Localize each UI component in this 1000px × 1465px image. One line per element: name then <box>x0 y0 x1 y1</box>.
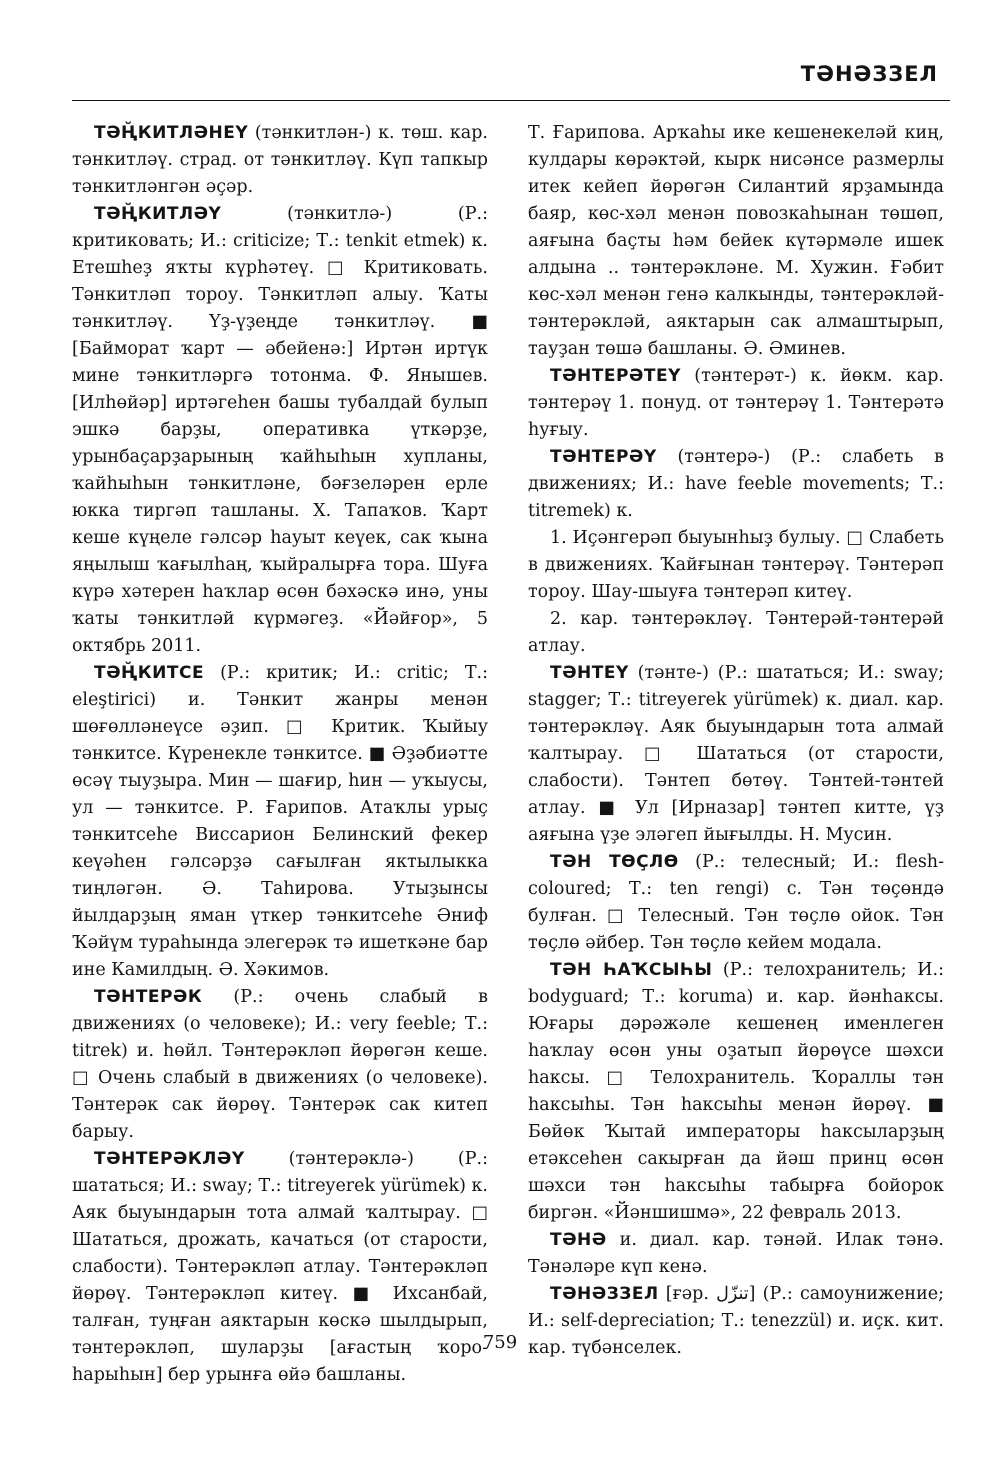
dictionary-entry <box>72 984 488 1146</box>
entry-headword: ТӘНТЕРӘКЛӘҮ <box>94 1149 245 1169</box>
entry-headword: ТӘНТЕРӘҮ <box>550 447 657 467</box>
dictionary-entry <box>528 444 944 525</box>
entry-headword: ТӘҢ̆КИТЛӘҮ <box>94 204 222 224</box>
left-column <box>72 120 488 1389</box>
entry-text: (тәнкитлә-) (Р.: критиковать; И.: criticize; Т.: tenkit etmek) к. Етешһеҙ яҡты күрһәтеү. □ Критиковать. Тәнкитләп тороу. Тәнкитләп алыу. Ҡаты тәнкитләү. Үҙ-үҙеңде тәнкитләү. ■ [Байморат ҡарт — әбейенә:] Иртән иртүк мине тәнкитләргә тотонма. Ф. Янышев. [Илһөйәр] иртәгеһен башы тубалдай булып эшкә барҙы, оперативка үткәрҙе, урынбаҫарҙарының ҡайһыһын хупланы, ҡайһыһын тәнкитләне, бәғзеләрен ерле юкка тиргәп ташланы. Х. Тапаҡов. Ҡарт кеше күңеле гәлсәр һауыт кеүек, сак ҡына яңылыш ҡағылһаң, ҡыйралырға тора. Шуға күрә хәтерен һаҡлар өсөн бәхәскә инә, уны ҡаты тәнкитләй күрмәгеҙ. «Йәйғор», 5 октябрь 2011. <box>72 204 488 656</box>
dictionary-entry <box>528 363 944 444</box>
entry-text: Т. Ғарипова. Арҡаһы ике кешенекеләй киң, кулдары көрәктәй, кырк нисәнсе размерлы итек кейеп йөрөгән Силантий ярҙамында баяр, көс-хәл менән повозкаһынан төшөп, аяғына баҫты һәм бейек күтәрмәле ишек алдына .. тәнтерәкләне. М. Хужин. Ғәбит көс-хәл менән генә калкынды, тәнтерәкләй-тәнтерәкләй, аяктарын сак алмаштырып, тауҙан төшә башланы. Ә. Әминев. <box>528 123 944 359</box>
dictionary-entry <box>72 660 488 984</box>
dictionary-entry <box>72 201 488 660</box>
entry-headword: ТӘНӘЗЗЕЛ <box>550 1284 659 1304</box>
dictionary-entry <box>528 1227 944 1281</box>
dictionary-entry <box>528 957 944 1227</box>
entry-headword: ТӘҢ̆КИТСЕ <box>94 663 205 683</box>
entry-headword: ТӘНӘ <box>550 1230 607 1250</box>
dictionary-entry <box>528 606 944 660</box>
entry-text: (тәнте-) (Р.: шататься; И.: sway; stagger; Т.: titreyerek yürümek) к. диал. кар. тәнтерәкләү. Аяк быуындарын тота алмай ҡалтырау. □ Шататься (от старости, слабости). Тәнтеп бөтөү. Тәнтей-тәнтей атлау. ■ Ул [Ирназар] тәнтеп китте, үҙ аяғына үҙе эләгеп йығылды. Н. Мусин. <box>528 663 944 845</box>
dictionary-entry <box>528 849 944 957</box>
entry-text: (Р.: очень слабый в движениях (о человеке); И.: very feeble; Т.: titrek) и. һөйл. Тәнтерәкләп йөрөгән кеше. □ Очень слабый в движениях (о человеке). Тәнтерәк сак йөрөү. Тәнтерәк сак китеп барыу. <box>72 987 488 1142</box>
entry-text: (Р.: телесный; И.: flesh-coloured; Т.: ten rengi) с. Тән төҫөндә булған. □ Телесный. Тән төҫлө ойок. Тән төҫлө әйбер. Тән төҫлө кейем модала. <box>528 852 944 953</box>
entry-headword: ТӘН ҺАҠСЫҺЫ <box>550 960 713 980</box>
entry-text: 2. кар. тәнтерәкләү. Тәнтерәй-тәнтерәй атлау. <box>528 609 944 656</box>
entry-text: (тәнкитлән-) к. төш. кар. тәнкитләү. страд. от тәнкитләү. Күп тапкыр тәнкитләнгән әҫәр. <box>72 123 488 197</box>
entry-text: (Р.: критик; И.: critic; Т.: eleştirici) и. Тәнкит жанры менән шөғөлләнеүсе әҙип. □ Критик. Ҡыйыу тәнкитсе. Күренекле тәнкитсе. ■ Әҙәбиәтте өсәү тыуҙыра. Мин — шағир, һин — уҡыусы, ул — тәнкитсе. Р. Ғарипов. Атаҡлы урыҫ тәнкитсеһе Виссарион Белинский фекер кеүәһен гәлсәрҙә сағылған яктылыкка тиңләгән. Ә. Таһирова. Утыҙынсы йылдарҙың яман үткер тәнкитсеһе Әниф Ҡәйүм тураһында элегерәк тә ишеткәне бар ине Камилдың. Ә. Хәкимов. <box>72 663 488 980</box>
running-head: ТӘНӘЗЗЕЛ <box>800 62 938 86</box>
entry-text: (Р.: телохранитель; И.: bodyguard; Т.: koruma) и. кар. йәнһаксы. Юғары дәрәжәле кешенең именлеген һаҡлау өсөн уны оҙатып йөрөүсе шәхси һаксы. □ Телохранитель. Ҡораллы тән һаксыһы. Тән һаксыһы менән йөрөү. ■ Бөйөк Ҡытай императоры һаксыларҙың етәксеһен сакырған да йәш принц өсөн шәхси тән һаксыһы табырға бойорок биргән. «Йәншишмә», 22 февраль 2013. <box>528 960 944 1223</box>
page-number: 759 <box>482 1332 518 1353</box>
entry-headword: ТӘН ТӨҪЛӨ <box>550 852 679 872</box>
entry-headword: ТӘНТЕРӘТЕҮ <box>550 366 681 386</box>
right-column <box>528 120 944 1362</box>
dictionary-entry <box>72 120 488 201</box>
dictionary-entry <box>528 660 944 849</box>
entry-headword: ТӘҢ̆КИТЛӘНЕҮ <box>94 123 249 143</box>
dictionary-entry <box>528 525 944 606</box>
entry-text: 1. Иҫәнгерәп быуынһыҙ булыу. □ Слабеть в движениях. Ҡайғынан тәнтерәү. Тәнтерәп тороу. Шау-шыуға тәнтерәп китеү. <box>528 528 944 602</box>
entry-text: (тәнтерә-) (Р.: слабеть в движениях; И.: have feeble movements; Т.: titremek) к. <box>528 447 944 521</box>
header-rule <box>72 100 950 101</box>
entry-headword: ТӘНТЕРӘК <box>94 987 203 1007</box>
entry-text: (тәнтерәт-) к. йөкм. кар. тәнтерәү 1. понуд. от тәнтерәү 1. Тәнтерәтә һуғыу. <box>528 366 944 440</box>
entry-headword: ТӘНТЕҮ <box>550 663 629 683</box>
entry-text: [ғәр. تنزّل] (Р.: самоунижение; И.: self-depreciation; Т.: tenezzül) и. иҫк. кит. кар. түбәнселек. <box>528 1284 944 1358</box>
entry-text: и. диал. кар. тәнәй. Илак тәнә. Тәнәләре күп кенә. <box>528 1230 944 1277</box>
entry-text: (тәнтерәклә-) (Р.: шататься; И.: sway; Т.: titreyerek yürümek) к. Аяк быуындарын тота алмай ҡалтырау. □ Шататься, дрожать, качаться (от старости, слабости). Тәнтерәкләп атлау. Тәнтерәкләп йөрөү. Тәнтерәкләп китеү. ■ Ихсанбай, талған, туңған аяктарын көскә шылдырып, тәнтерәкләп, шуларҙы [ағастың ҡоро-һарыһын] бер урынға өйә башланы. <box>72 1149 488 1385</box>
dictionary-entry <box>528 120 944 363</box>
